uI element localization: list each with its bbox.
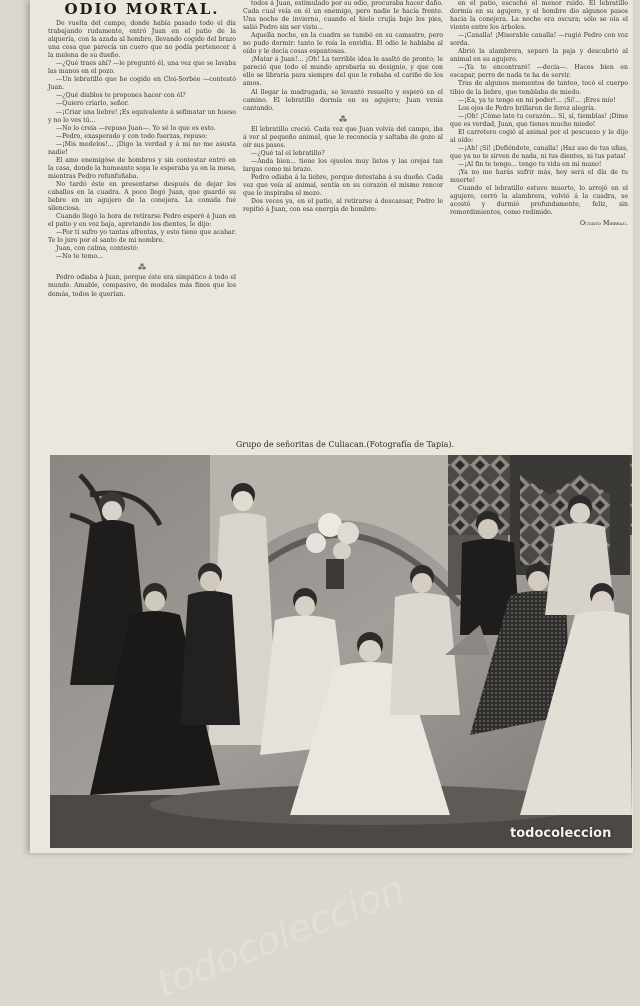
author-signature: Octavio Mirbeau.: [579, 220, 628, 228]
paragraph: —Pedro, exasperado y con todo fuerzas, repuso:: [56, 132, 208, 140]
paragraph: —¡Al fin te tengo... tengo tu vida en mi mano!: [458, 160, 602, 168]
paragraph: Al llegar la madrugada, se levantó resuelto y esperó en el camino. El lebratillo dormía en su agujero; Juan venía cantando.: [243, 88, 443, 112]
column-1-text: [48, 20, 236, 299]
magazine-page: [30, 0, 633, 1006]
paragraph: —¿Qué diablos te propones hacer con él?: [56, 92, 186, 100]
article-column-2: [243, 0, 443, 440]
paragraph: —¡Oh! ¡Cómo late tu corazón... Sí, sí, tiemblas! ¡Dime que es verdad, Juan, que tienes mucho miedo!: [450, 112, 628, 128]
paragraph: en el patio, escuchó el menor ruido. El lebratillo dormía en su agujero, y el hombre dio algunos pasos hacia la conejera. La noche era oscura; sólo se oía el viento entre los árboles.: [450, 0, 628, 32]
group-photograph: [50, 455, 632, 1006]
paragraph: Los ojos de Pedro brillaron de feroz alegría.: [458, 104, 596, 112]
paragraph: Juan, con calma, contestó:: [56, 245, 139, 253]
paragraph: ¡Matar á Juan!... ¡Oh! La terrible idea le asaltó de pronto; le pareció que todo el mundo aprobaría su designio, y que con ello se libraría para siempre del que le robaba el cariño de los amos.: [243, 56, 443, 88]
paragraph: El carretero cogió al animal por el pescuezo y le dijo al oído:: [450, 128, 628, 144]
paragraph: El lebratillo creció. Cada vez que Juan volvía del campo, iba á ver al pequeño animal, que le reconocía y saltaba de gozo al oír sus pasos.: [243, 125, 443, 149]
paragraph: Cuando llegó la hora de retirarse Pedro esperó á Juan en el patio y en voz baja, apretando los dientes, le dijo:: [48, 213, 236, 229]
paragraph: todos á Juan, estimulado por su odio, procuraba hacer daño. Cada cual veía en él un enemigo, pero nadie le hacía frente. Una noche de invierno, cuando el hielo crujía bajo los pies, salió Pedro sin ser visto...: [243, 0, 443, 32]
paragraph: —¡Ah! ¡Sí! ¡Defiéndete, canalla! ¡Haz uso de tus uñas, que ya no te sirven de nada, ni tus dientes, ni tus patas!: [450, 144, 628, 160]
section-ornament: ⁂: [138, 263, 146, 273]
paragraph: —¿Qué traes ahí? —le preguntó él, una vez que se lavaba las manos en el pozo.: [48, 60, 237, 76]
paragraph: No tardó éste en presentarse después de dejar los caballos en la cuadra. A poco llegó Juan, que guardó su liebre en un agujero de la conejera. La comida fué silenciosa.: [48, 180, 236, 213]
paragraph: —¿Qué tal el lebratillo?: [251, 149, 325, 157]
paragraph: —Un lebratillo que he cogido en Cloi-Sorbée —contestó Juan.: [48, 76, 236, 92]
photo-caption: Grupo de señoritas de Culiacan.(Fotografía de Tapia).: [235, 440, 455, 449]
paragraph: —Por tí sufro yo tantas afrentas, y esto tiene que acabar. Te lo juro por el santo de mi nombre.: [48, 229, 236, 245]
paragraph: Tras de algunos momentos de tanteo, tocó el cuerpo tibio de la liebre, que temblaba de miedo.: [450, 80, 628, 96]
paragraph: Pedro odiaba á Juan, porque éste era simpático á todo el mundo. Amable, compasivo, de modales más finos que los demás, todos le querían.: [48, 274, 236, 298]
section-ornament: ⁂: [339, 114, 347, 124]
paragraph: —¡Ea, ya te tengo en mi poder!... ¡Sí!... ¡Eres mío!: [458, 96, 616, 104]
paragraph: —¡Canalla! ¡Miserable canalla! —rugió Pedro con voz sorda.: [450, 32, 628, 48]
paragraph: Abrió la alambrera, separó la paja y descubrió al animal en su agujero.: [450, 48, 628, 64]
paragraph: El amo enemigóse de hombros y sin contestar entró en la casa, donde la humeante sopa le esperaba ya en la mesa, mientras Pedro refunfuñaba.: [48, 156, 236, 180]
paragraph: ¡Ya no me harás sufrir más, hoy será el día de tu muerte!: [450, 168, 628, 185]
article-column-3: [450, 0, 628, 440]
paragraph: —Quiero criarlo, señor.: [56, 100, 130, 108]
paragraph: —Anda bien... tiene los ojuelos muy listos y las orejas tan largas como mi brazo.: [243, 157, 443, 173]
paragraph: —No te temo...: [56, 253, 103, 261]
watermark-logo: todocoleccion: [510, 826, 612, 841]
paragraph: —¡Criar una liebre! ¡Es equivalente á sefimatar un hueso y no lo ves tú...: [48, 108, 236, 124]
article-column-1: [48, 0, 236, 440]
paragraph: Pedro odiaba á la liebre, porque detestaba á su dueño. Cada vez que veía al animal, sentía en su corazón el mismo rencor que le inspiraba el mozo.: [243, 173, 443, 198]
paragraph: De vuelta del campo, donde había pasado todo el día trabajando rudamente, entró Juan en el patio de la alquería, con la azada al hombro, llevando cogido del brazo una cosa que parecía un cuero que no podía pertenecer á la melena de su dueño.: [48, 20, 236, 60]
paragraph: Dos veces ya, en el patio, al retirarse á descansar, Pedro le repitió á Juan, con esa energía de hombre:: [243, 198, 443, 214]
paragraph: Cuando el lebratillo estuvo muerto, lo arrojó en el agujero, cerró la alambrera, volvió á la cuadra, se acostó y durmió profundamente, feliz, sin remordimientos, como redimido.: [450, 185, 628, 217]
paragraph: Aquella noche, en la cuadra se tumbó en su camastro, pero no pudo dormir: tanto le roía la envidia. El odio le hablaba al oído y le decía cosas espantosas.: [243, 32, 443, 56]
paragraph: —No lo creía —repuso Juan—. Yo sé lo que es esto.: [56, 124, 216, 132]
watermark-diagonal: todocoleccion: [150, 866, 411, 1006]
article-title: ODIO MORTAL.: [64, 0, 220, 18]
paragraph: —¡Ya te encontraré! —decía—. Haces bien en escapar, perro de nada te ha de servir.: [450, 64, 628, 80]
photo-illustration: [50, 455, 632, 848]
paragraph: —¡Mis modelos!... ¡Digo la verdad y á mí no me asusta nadie!: [48, 140, 236, 156]
